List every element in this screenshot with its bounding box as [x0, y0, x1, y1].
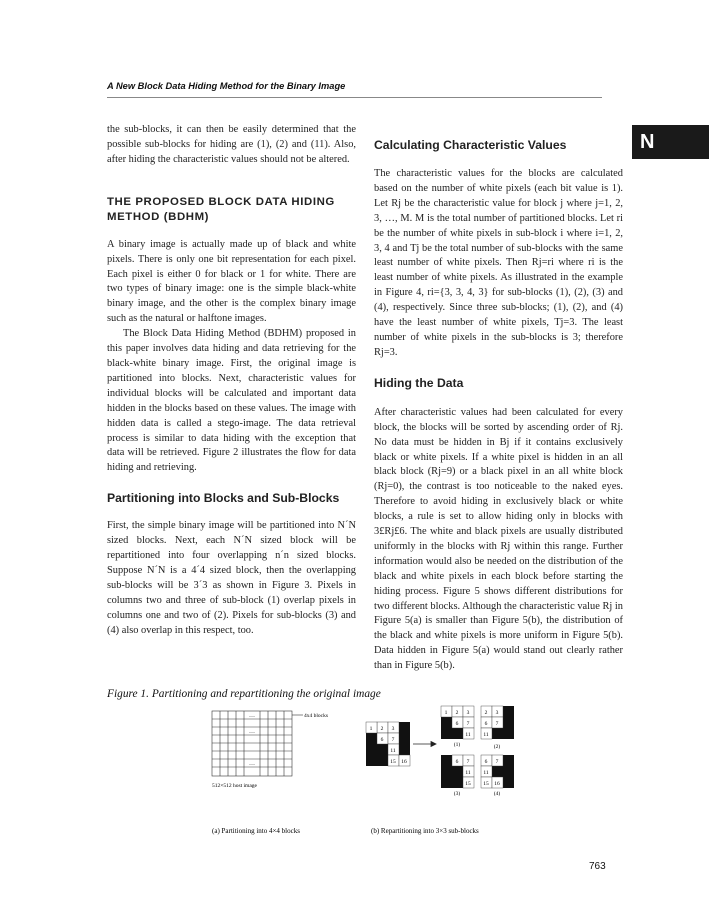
sub2-cell-3: 3 — [495, 710, 499, 716]
sub3-cell-6: 6 — [455, 759, 459, 765]
sub1-cell-2: 2 — [455, 710, 459, 716]
cell-label-11: 11 — [390, 748, 396, 754]
sub-label-3: (3) — [453, 791, 461, 797]
sub4-cell-7: 7 — [495, 759, 499, 765]
label-4x4-blocks: 4x4 blocks — [304, 713, 328, 719]
sub2-cell-2: 2 — [484, 710, 488, 716]
proposed-method-heading: THE PROPOSED BLOCK DATA HIDING METHOD (BDHM) — [107, 195, 335, 223]
sub2-cell-7: 7 — [495, 721, 499, 727]
section-tab — [632, 125, 709, 159]
sub-label-4: (4) — [493, 791, 501, 797]
label-host-image: 512×512 host image — [212, 783, 257, 789]
sub2-cell-11: 11 — [483, 732, 489, 738]
hiding-paragraph-1: After characteristic values had been calculated for every block, the blocks will be sorted by ascending order of Rj. No data must be hidden in Bj if it contains exclusively black or white pixels. If a white pixel is hidden in an all black block (Rj=9) or a black pixel in an all white block (Rj=0), the contrast is too noticeable to the naked eyes. Therefore to avoid hiding in exclusively black or white blocks, a rule is set to allow hiding only in blocks with 3£Rj£6. The white and black pixels are usually distributed uniformly in the blocks with Rj within this range. Further information would also be needed on the distribution of the black and white pixels in each block before starting the hiding process. Figure 5 shows different distributions for two different blocks. Although the characteristic value Rj in Figure 5(a) is smaller than Figure 5(b), the distribution of the black and white pixels is more uniform in Figure 5(b). Data hidden in Figure 5(a) would stand out clearly rather than in Figure 5(b). — [374, 406, 623, 672]
sub1-cell-1: 1 — [444, 710, 448, 716]
sub4-cell-16: 16 — [494, 781, 500, 787]
cell-label-2: 2 — [380, 726, 384, 732]
cell-label-16: 16 — [401, 759, 407, 765]
dots-bottom: … — [249, 761, 255, 767]
sub2-cell-6: 6 — [484, 721, 488, 727]
partition-heading: Partitioning into Blocks and Sub-Blocks — [107, 491, 340, 506]
partition-paragraph-1: First, the simple binary image will be partitioned into N´N sized blocks. Next, each N´N sized block will be repartitioned into four overlapping n´n sized blocks. Suppose N´N is a 4´4 sized block, then the overlapping sub-blocks will be 3´3 as shown in Figure 3. Pixels in columns two and three of sub-block (1) overlap pixels in columns one and two of (2). Pixels for sub-blocks (3) and (4) also overlap in this respect, too. — [107, 520, 356, 636]
sub4-cell-6: 6 — [484, 759, 488, 765]
right-column — [374, 123, 623, 674]
proposed-paragraph-2: The Block Data Hiding Method (BDHM) proposed in this paper involves data hiding and data retrieving for the black-white binary image. First, the original image is partitioned into blocks. Next, characteristic values for individual blocks will be calculated and important data hidden in the blocks based on these values. The image with hidden data is called a stego-image. The data retrieval process is similar to data hiding with the exception that data will be retrieved. Figure 2 illustrates the flow for data hiding and retrieving. — [107, 328, 356, 474]
sub4-cell-11: 11 — [483, 770, 489, 776]
host-image-grid — [212, 711, 303, 776]
running-title: A New Block Data Hiding Method for the Binary Image — [107, 81, 346, 91]
sub1-cell-7: 7 — [466, 721, 470, 727]
sub1-cell-6: 6 — [455, 721, 459, 727]
cell-label-3: 3 — [391, 726, 395, 732]
dots-mid: … — [249, 729, 255, 735]
sub-label-1: (1) — [453, 742, 461, 748]
cell-label-1: 1 — [369, 726, 373, 732]
calc-heading: Calculating Characteristic Values — [374, 138, 567, 152]
sub3-cell-15: 15 — [465, 781, 471, 787]
calc-paragraph-1: The characteristic values for the blocks are calculated based on the number of white pixels (each bit value is 1). Let Rj be the characteristic value for block j where j=1, 2, 3, …, M. M is the total number of partitioned blocks. Let ri be the number of white pixels in sub-block i where i=1, 2, 3, 4 and Tj be the total number of sub-blocks with the same least number of white pixels. Then Rj=ri where ri is the least number of white pixels. As illustrated in the example in Figure 4, ri={3, 3, 4, 3} for sub-blocks (1), (2), (3) and (4), respectively. Since three sub-blocks; (1), (2), and (4) have the least number of white pixels, Tj=3. The least number of white pixels in the sub-blocks is 3; therefore Rj=3. — [374, 168, 623, 358]
cell-label-6: 6 — [380, 737, 384, 743]
section-tab-letter: N — [640, 131, 655, 153]
sub1-cell-11: 11 — [465, 732, 471, 738]
cell-label-7: 7 — [391, 737, 395, 743]
cell-label-15: 15 — [390, 759, 396, 765]
sub3-cell-11: 11 — [465, 770, 471, 776]
figure-1 — [200, 703, 525, 838]
subcaption-b: (b) Repartitioning into 3×3 sub-blocks — [371, 827, 479, 835]
subcaption-a: (a) Partitioning into 4×4 blocks — [212, 827, 300, 835]
sub3-cell-7: 7 — [466, 759, 470, 765]
proposed-paragraph-1: A binary image is actually made up of black and white pixels. There is only one bit representation for each pixel. Each pixel is either 0 for black or 1 for white. There are two types of binary image: one is the simple black-white binary image, and the other is the complex binary image such as the natural or halftone images. — [107, 238, 356, 325]
sub-label-2: (2) — [493, 744, 501, 750]
page-number: 763 — [589, 861, 606, 872]
dots-top: … — [249, 713, 255, 719]
hiding-heading: Hiding the Data — [374, 375, 464, 390]
sub1-cell-3: 3 — [466, 710, 470, 716]
intro-paragraph: the sub-blocks, it can then be easily determined that the possible sub-blocks for hiding are (1), (2) and (11). Also, after hiding the characteristic values should not be altered. — [107, 124, 356, 165]
left-column — [107, 123, 356, 638]
arrow-icon — [413, 742, 436, 747]
sub4-cell-15: 15 — [483, 781, 489, 787]
figure-caption: Figure 1. Partitioning and repartitioning the original image — [107, 688, 381, 700]
header-rule — [107, 97, 602, 98]
